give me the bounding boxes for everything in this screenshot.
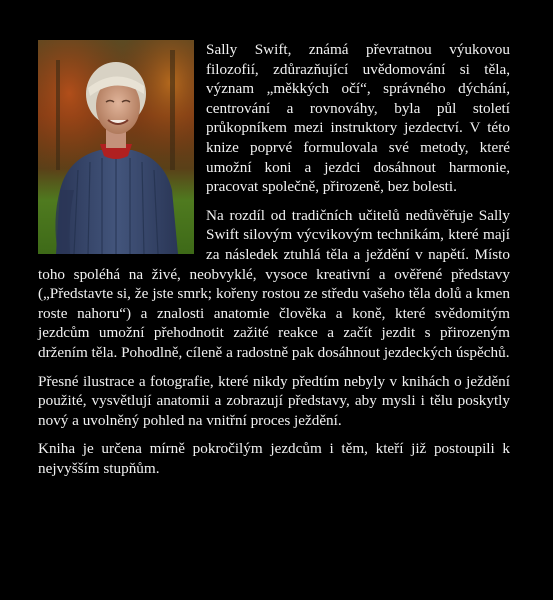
paragraph-audience: Kniha je určena mírně pokročilým jezdcům i těm, kteří již postoupili k nejvyšším stupňům. (38, 440, 510, 477)
paragraph-methods: Na rozdíl od tradičních učitelů nedůvěřuje Sally Swift silovým výcvikovým technikám, které mají za následek ztuhlá těla a ježdění v napětí. Místo toho spoléhá na živé, neobvyklé, vysoce kreativní a ověřené představy („Představte si, že jste smrk; kořeny rostou ze středu vašeho těla dolů a kmen roste nahoru“) a znalosti anatomie člověka a koně, které svědomitým jezdcům umožní přehodnotit zažité reakce a začít jezdit s přirozeným držením těla. Pohodlně, cíleně a radostně pak dosáhnout jezdeckých úspěchů. (38, 206, 510, 361)
paragraph-intro: Sally Swift, známá převratnou výukovou filozofií, zdůrazňující uvědomování si těla, význam „měkkých očí“, správného dýchání, centrování a rovnováhy, byla půl století průkopníkem mezi instruktory jezdectví. V této knize poprvé formulovala své metody, které umožní koni a jezdci dosáhnout harmonie, pracovat společně, přirozeně, bez bolesti. (206, 41, 510, 196)
photo-spacer (38, 40, 206, 254)
description-text (38, 40, 510, 478)
paragraph-illustrations: Přesné ilustrace a fotografie, které nikdy předtím nebyly v knihách o ježdění použité, vysvětlují anatomii a zobrazují představy, aby mysli i tělu poskytly nový a uvolněný pohled na vnitřní proces ježdění. (38, 372, 510, 429)
